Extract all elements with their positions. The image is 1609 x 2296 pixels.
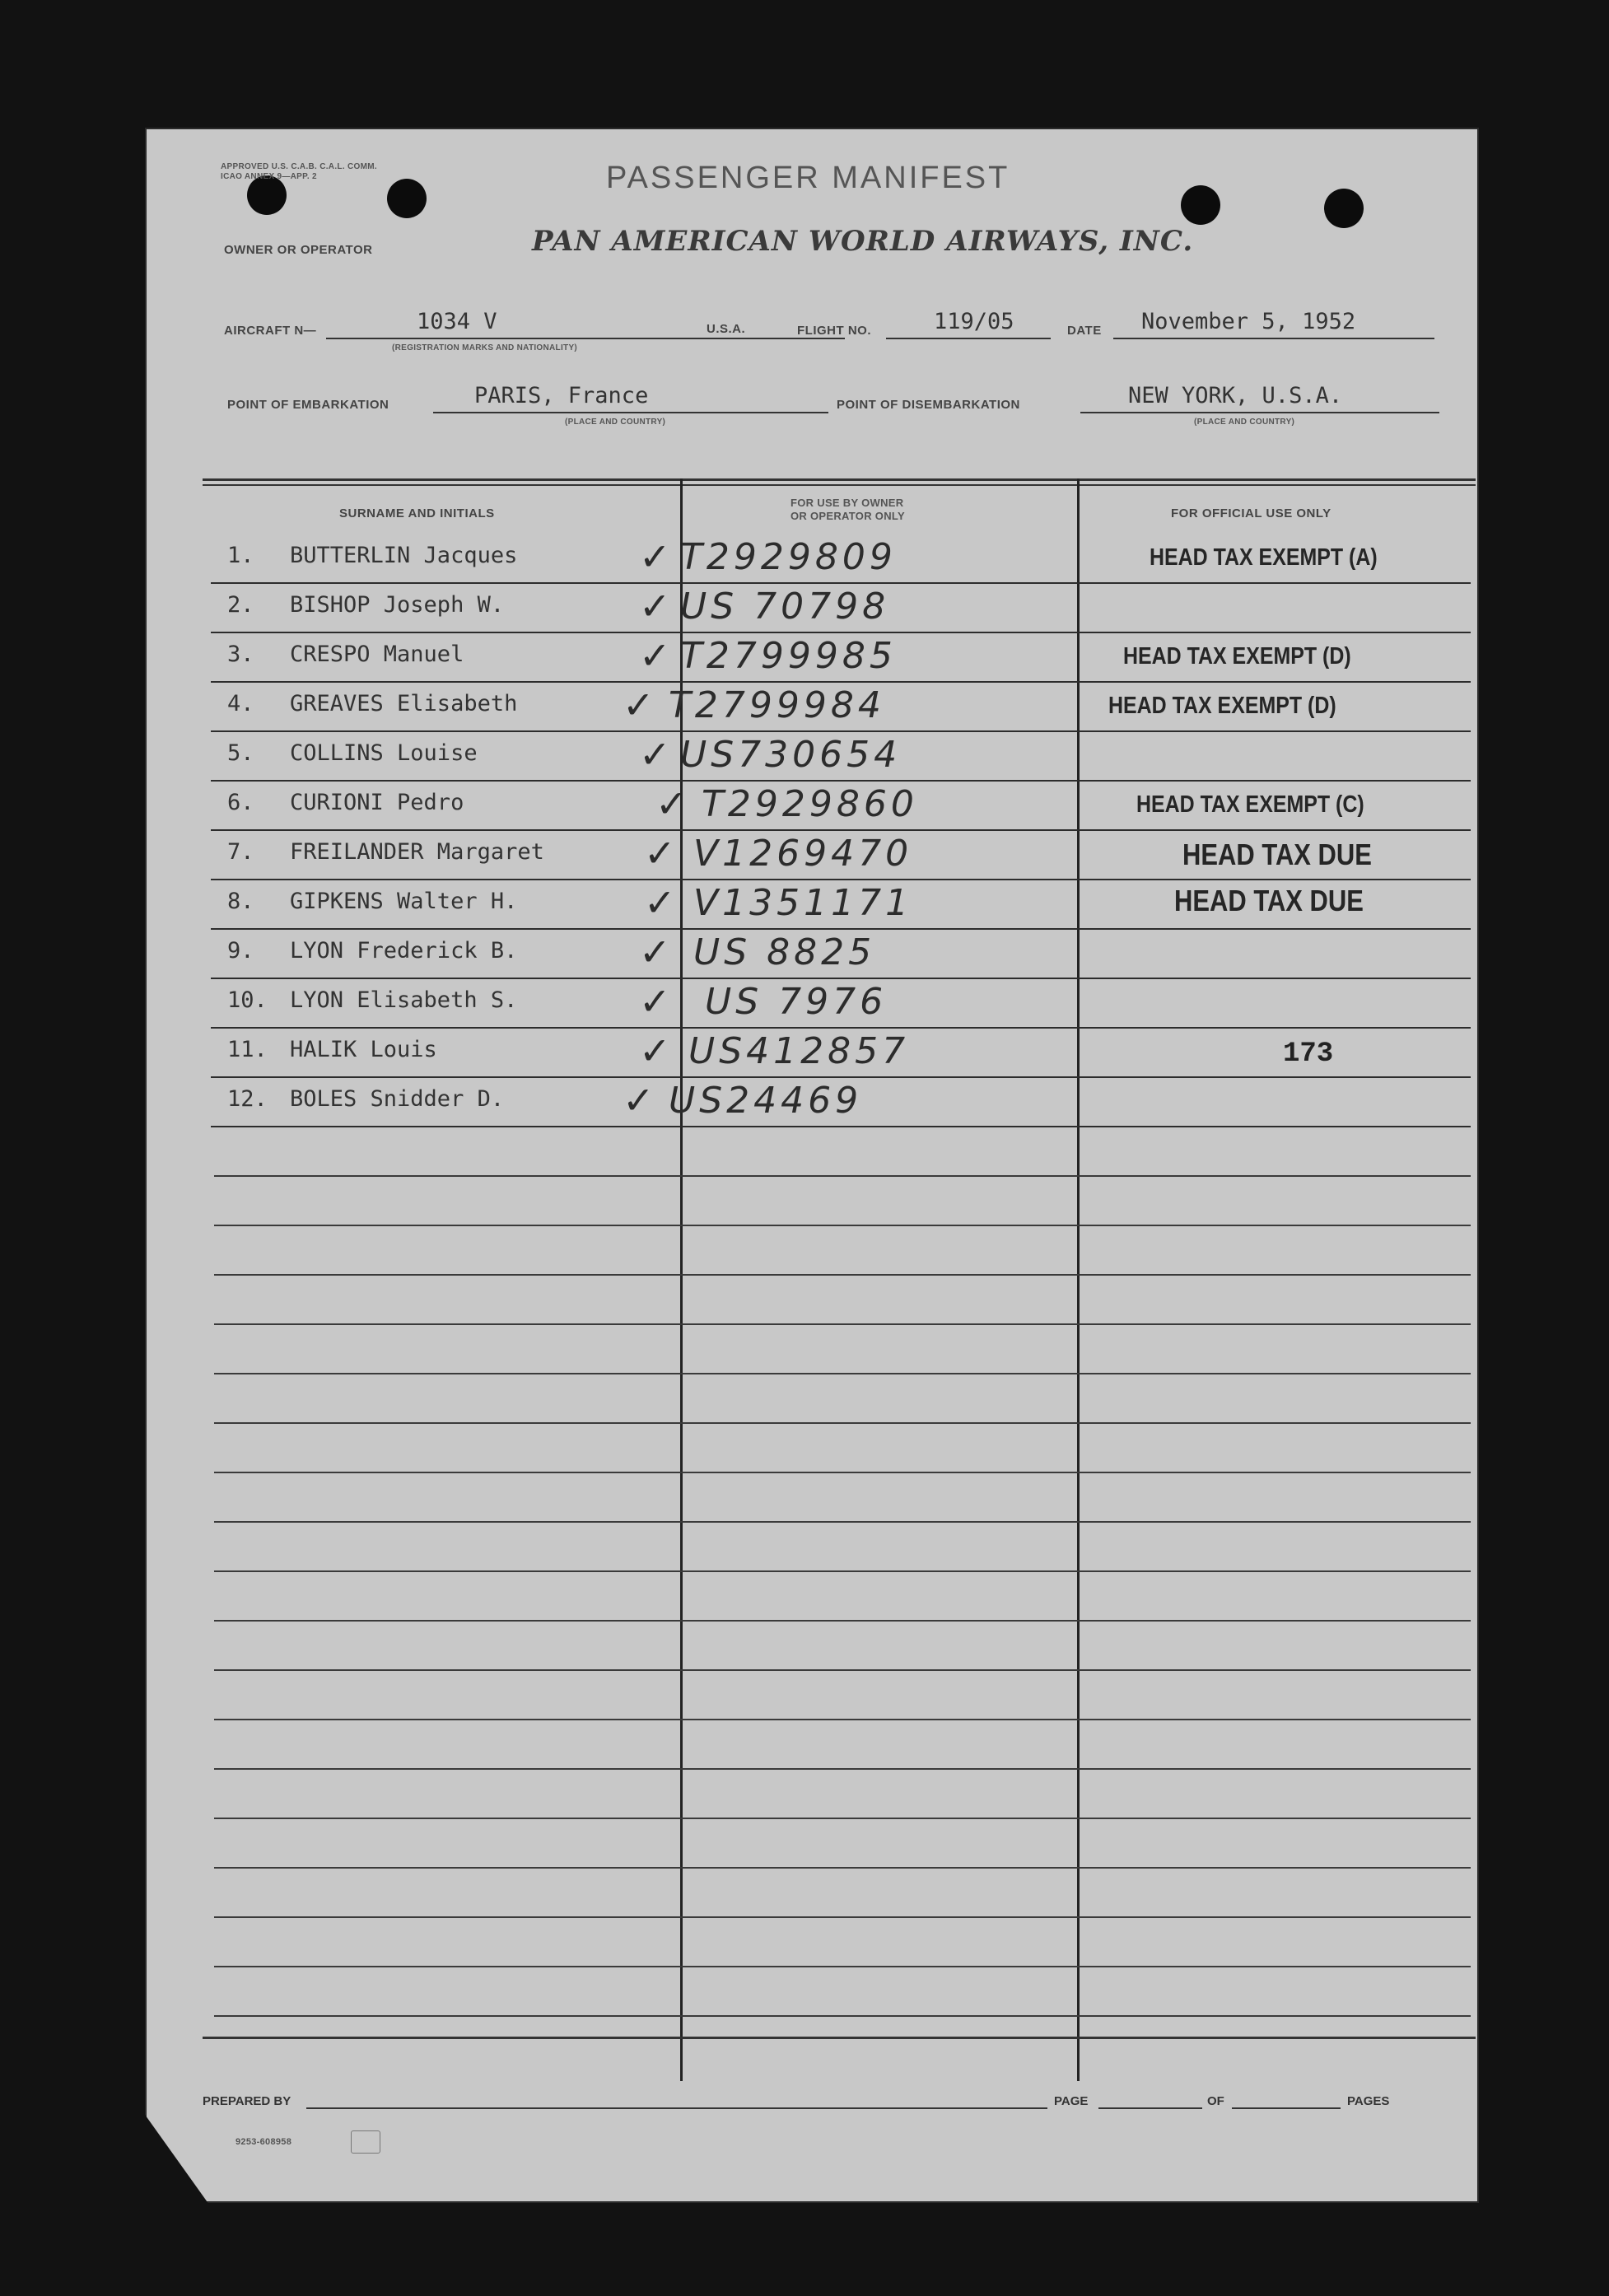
table-row (211, 780, 1471, 831)
manifest-sheet (145, 128, 1479, 2203)
page-label: PAGE (1054, 2094, 1089, 2108)
blank-rule (214, 1867, 1471, 1869)
table-bottom-rule (203, 2037, 1476, 2039)
check-mark: ✓ (639, 1029, 671, 1073)
punch-hole (1181, 185, 1220, 225)
ticket-number: US730654 (680, 734, 902, 776)
passenger-name: LYON Frederick B. (290, 938, 518, 964)
passenger-name: LYON Elisabeth S. (290, 987, 518, 1013)
page-title: PASSENGER MANIFEST (606, 161, 1010, 195)
prepared-by-label: PREPARED BY (203, 2094, 291, 2108)
pages-label: PAGES (1347, 2094, 1390, 2108)
blank-rule (214, 1472, 1471, 1473)
blank-rule (214, 1570, 1471, 1572)
passenger-name: BISHOP Joseph W. (290, 592, 505, 618)
ticket-number: US 8825 (693, 931, 876, 973)
airline-name: PAN AMERICAN WORLD AIRWAYS, INC. (532, 225, 1194, 258)
table-row (211, 879, 1471, 930)
official-note: HEAD TAX DUE (1182, 838, 1372, 871)
aircraft-label: AIRCRAFT N— (224, 324, 317, 338)
col-header-owner-line2: OR OPERATOR ONLY (791, 510, 905, 522)
punch-hole (1324, 189, 1364, 228)
owner-label: OWNER OR OPERATOR (224, 243, 373, 257)
passenger-name: CRESPO Manuel (290, 642, 464, 667)
passenger-name: CURIONI Pedro (290, 790, 464, 815)
table-row (211, 928, 1471, 979)
passenger-name: HALIK Louis (290, 1037, 437, 1062)
disembarkation-label: POINT OF DISEMBARKATION (837, 398, 1020, 412)
col-header-owner-line1: FOR USE BY OWNER (791, 497, 904, 509)
blank-rule (214, 1669, 1471, 1671)
flight-label: FLIGHT NO. (797, 324, 871, 338)
table-row (211, 829, 1471, 880)
blank-rule (214, 1818, 1471, 1819)
row-number: 12. (227, 1086, 268, 1112)
check-mark: ✓ (623, 683, 655, 727)
passenger-name: COLLINS Louise (290, 740, 478, 766)
blank-rule (214, 1719, 1471, 1720)
official-note: HEAD TAX EXEMPT (D) (1108, 693, 1336, 719)
row-number: 10. (227, 987, 268, 1013)
ticket-number: T2929860 (702, 783, 918, 825)
check-mark: ✓ (639, 633, 671, 678)
check-mark: ✓ (644, 880, 676, 925)
usa-label: U.S.A. (707, 322, 746, 336)
blank-rule (214, 1916, 1471, 1918)
check-mark: ✓ (639, 930, 671, 974)
passenger-name: FREILANDER Margaret (290, 839, 544, 865)
table-row (211, 632, 1471, 683)
table-top-rule (203, 478, 1476, 481)
ticket-number: US412857 (688, 1030, 910, 1072)
row-number: 8. (227, 889, 254, 914)
table-row (211, 533, 1471, 584)
table-row (211, 730, 1471, 782)
table-row (211, 1027, 1471, 1078)
punch-hole (387, 179, 427, 218)
row-number: 2. (227, 592, 254, 618)
col-header-surname: SURNAME AND INITIALS (339, 506, 495, 520)
row-number: 1. (227, 543, 254, 568)
passenger-name: BUTTERLIN Jacques (290, 543, 518, 568)
official-note: HEAD TAX DUE (1174, 884, 1364, 917)
official-note: 173 (1283, 1038, 1334, 1070)
ticket-number: US24469 (669, 1080, 863, 1122)
embarkation-label: POINT OF EMBARKATION (227, 398, 389, 412)
official-note: HEAD TAX EXEMPT (C) (1136, 791, 1364, 818)
disembarkation-caption: (PLACE AND COUNTRY) (1194, 418, 1295, 427)
blank-rule (214, 1225, 1471, 1226)
folded-corner (145, 2112, 209, 2203)
row-number: 11. (227, 1037, 268, 1062)
embarkation-caption: (PLACE AND COUNTRY) (565, 418, 666, 427)
official-note: HEAD TAX EXEMPT (D) (1123, 643, 1351, 670)
disembarkation-value: NEW YORK, U.S.A. (1128, 383, 1343, 408)
printer-seal (351, 2130, 380, 2154)
passenger-name: GIPKENS Walter H. (290, 889, 518, 914)
blank-rule (214, 1323, 1471, 1325)
table-row (211, 582, 1471, 633)
table-row (211, 978, 1471, 1029)
date-label: DATE (1067, 324, 1102, 338)
check-mark: ✓ (623, 1078, 655, 1122)
ticket-number: V1351171 (693, 882, 913, 924)
col-header-official: FOR OFFICIAL USE ONLY (1171, 506, 1332, 520)
table-row (211, 681, 1471, 732)
blank-rule (214, 1620, 1471, 1622)
row-number: 3. (227, 642, 254, 667)
blank-rule (214, 2015, 1471, 2017)
ticket-number: T2799985 (680, 635, 897, 677)
passenger-name: GREAVES Elisabeth (290, 691, 518, 716)
check-mark: ✓ (644, 831, 676, 875)
check-mark: ✓ (639, 584, 671, 628)
row-number: 9. (227, 938, 254, 964)
date-value: November 5, 1952 (1141, 309, 1356, 334)
blank-rule (214, 1768, 1471, 1770)
check-mark: ✓ (655, 782, 688, 826)
aircraft-value: 1034 V (417, 309, 497, 334)
blank-rule (214, 1966, 1471, 1967)
of-label: OF (1207, 2094, 1224, 2108)
ticket-number: V1269470 (693, 833, 913, 875)
official-note: HEAD TAX EXEMPT (A) (1150, 544, 1378, 571)
ticket-number: US 7976 (705, 981, 888, 1023)
ticket-number: T2929809 (680, 536, 897, 578)
row-number: 7. (227, 839, 254, 865)
check-mark: ✓ (639, 979, 671, 1024)
ticket-number: US 70798 (680, 586, 890, 628)
flight-value: 119/05 (934, 309, 1014, 334)
table-row (211, 1076, 1471, 1127)
blank-rule (214, 1373, 1471, 1374)
blank-rule (214, 1422, 1471, 1424)
registration-caption: (REGISTRATION MARKS AND NATIONALITY) (392, 343, 578, 352)
row-number: 4. (227, 691, 254, 716)
check-mark: ✓ (639, 732, 671, 777)
embarkation-value: PARIS, France (474, 383, 649, 408)
blank-rule (214, 1521, 1471, 1523)
row-number: 5. (227, 740, 254, 766)
row-number: 6. (227, 790, 254, 815)
passenger-name: BOLES Snidder D. (290, 1086, 505, 1112)
form-number: 9253-608958 (236, 2137, 292, 2147)
ticket-number: T2799984 (669, 684, 885, 726)
blank-rule (214, 1274, 1471, 1276)
approval-stamp: APPROVED U.S. C.A.B. C.A.L. COMM. ICAO ANNEX 9—APP. 2 (221, 162, 377, 181)
check-mark: ✓ (639, 534, 671, 579)
blank-rule (214, 1175, 1471, 1177)
